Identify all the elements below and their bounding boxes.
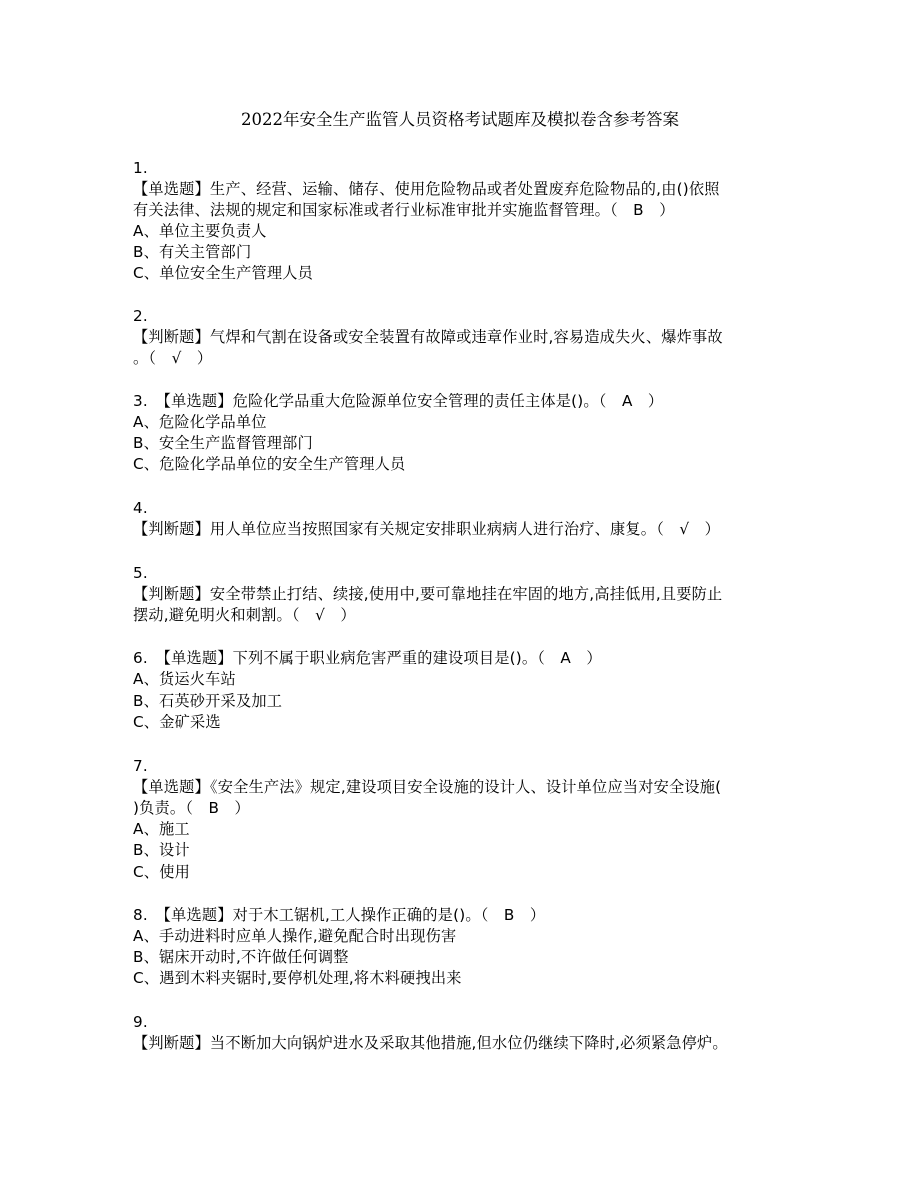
- question-6-option-c: C、金矿采选: [133, 713, 221, 731]
- question-3-option-b: B、安全生产监督管理部门: [133, 434, 313, 452]
- question-1-option-a: A、单位主要负责人: [133, 222, 267, 240]
- question-8-option-b: B、锯床开动时,不许做任何调整: [133, 948, 349, 966]
- question-5-text-line-1: 【判断题】安全带禁止打结、续接,使用中,要可靠地挂在牢固的地方,高挂低用,且要防止: [133, 585, 723, 603]
- question-8-option-a: A、手动进料时应单人操作,避免配合时出现伤害: [133, 927, 457, 945]
- question-1-option-b: B、有关主管部门: [133, 243, 252, 261]
- question-3-text-line-1: 3. 【单选题】危险化学品重大危险源单位安全管理的责任主体是()。（ A ）: [133, 392, 664, 410]
- question-5-text-line-2: 摆动,避免明火和刺割。（ √ ）: [133, 606, 356, 624]
- question-7-option-a: A、施工: [133, 820, 190, 838]
- question-7-text-line-1: 【单选题】《安全生产法》规定,建设项目安全设施的设计人、设计单位应当对安全设施(: [133, 778, 722, 796]
- question-1-text-line-1: 【单选题】生产、经营、运输、储存、使用危险物品或者处置废弃危险物品的,由()依照: [133, 180, 720, 198]
- question-9-text-line-1: 【判断题】当不断加大向锅炉进水及采取其他措施,但水位仍继续下降时,必须紧急停炉。: [133, 1034, 728, 1052]
- question-1-option-c: C、单位安全生产管理人员: [133, 264, 314, 282]
- question-7-option-b: B、设计: [133, 841, 190, 859]
- question-6-option-b: B、石英砂开采及加工: [133, 692, 283, 710]
- question-3-option-c: C、危险化学品单位的安全生产管理人员: [133, 455, 406, 473]
- question-2-text-line-1: 【判断题】气焊和气割在设备或安全装置有故障或违章作业时,容易造成失火、爆炸事故: [133, 328, 723, 346]
- question-4-number: 4.: [133, 499, 148, 517]
- question-1-text-line-2: 有关法律、法规的规定和国家标准或者行业标准审批并实施监督管理。（ B ）: [133, 201, 675, 219]
- document-title: 2022年安全生产监管人员资格考试题库及模拟卷含参考答案: [241, 110, 679, 129]
- question-7-text-line-2: )负责。（ B ）: [133, 799, 250, 817]
- question-7-number: 7.: [133, 757, 148, 775]
- question-2-number: 2.: [133, 307, 148, 325]
- question-3-option-a: A、危险化学品单位: [133, 413, 267, 431]
- question-8-text-line-1: 8. 【单选题】对于木工锯机,工人操作正确的是()。（ B ）: [133, 906, 546, 924]
- question-2-text-line-2: 。（ √ ）: [133, 349, 213, 367]
- question-9-number: 9.: [133, 1013, 148, 1031]
- question-8-option-c: C、遇到木料夹锯时,要停机处理,将木料硬拽出来: [133, 969, 462, 987]
- question-6-option-a: A、货运火车站: [133, 670, 236, 688]
- question-4-text-line-1: 【判断题】用人单位应当按照国家有关规定安排职业病病人进行治疗、康复。（ √ ）: [133, 520, 721, 538]
- question-7-option-c: C、使用: [133, 863, 190, 881]
- question-1-number: 1.: [133, 159, 148, 177]
- question-6-text-line-1: 6. 【单选题】下列不属于职业病危害严重的建设项目是()。（ A ）: [133, 649, 602, 667]
- question-5-number: 5.: [133, 564, 148, 582]
